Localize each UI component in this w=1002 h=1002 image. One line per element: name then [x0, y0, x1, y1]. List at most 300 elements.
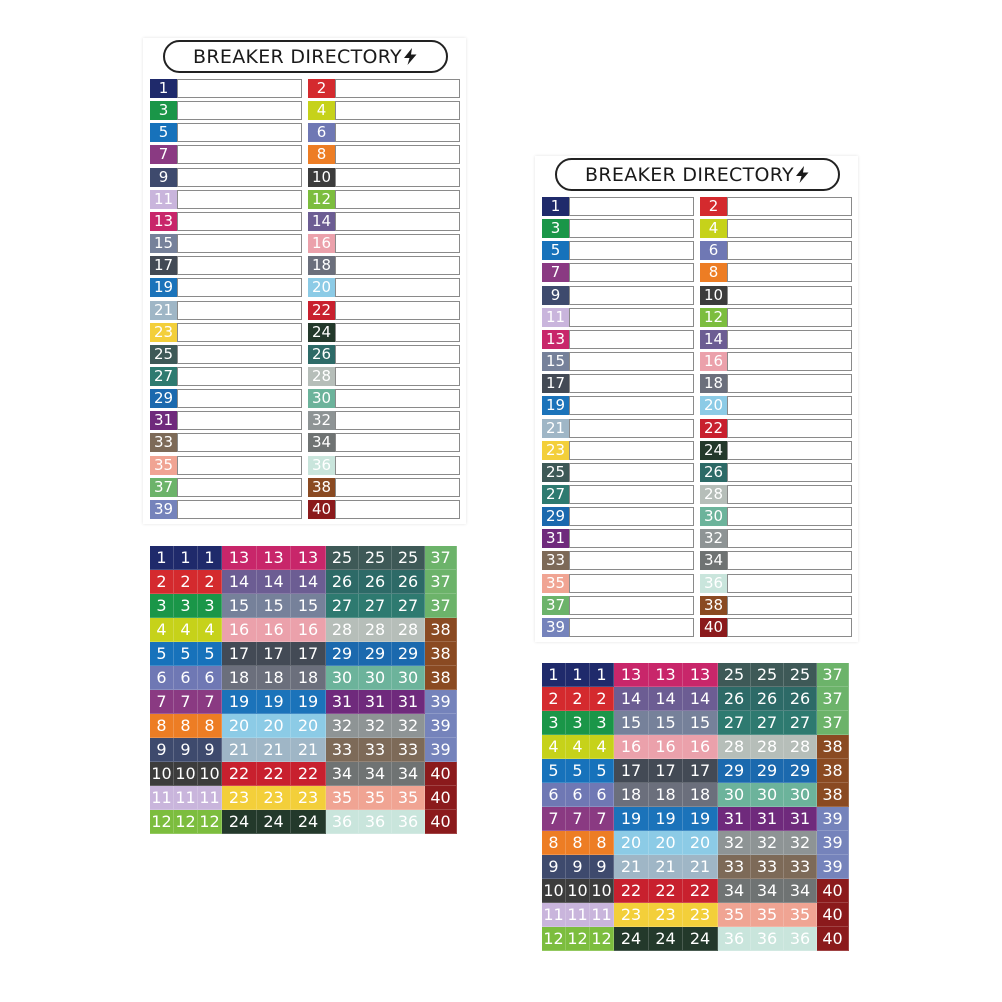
- number-sticker: 5: [174, 642, 198, 666]
- circuit-number-label: 6: [700, 241, 727, 260]
- number-sticker: 4: [150, 618, 174, 642]
- number-sticker: 37: [425, 594, 457, 618]
- number-sticker: 17: [291, 642, 326, 666]
- number-sticker: 36: [718, 927, 751, 951]
- circuit-entry: [700, 330, 852, 349]
- number-sticker: 16: [649, 735, 683, 759]
- circuit-number-label: 11: [542, 308, 569, 327]
- number-sticker: 11: [198, 786, 222, 810]
- number-sticker: 23: [614, 903, 649, 927]
- circuit-write-in-line: [177, 234, 302, 253]
- circuit-entry: [542, 574, 694, 593]
- number-sticker: 35: [359, 786, 392, 810]
- number-sticker: 26: [392, 570, 425, 594]
- number-sticker: 5: [198, 642, 222, 666]
- number-sticker: 8: [198, 714, 222, 738]
- circuit-number-label: 7: [542, 263, 569, 282]
- circuit-write-in-line: [335, 345, 460, 364]
- circuit-entry: [542, 330, 694, 349]
- circuit-write-in-line: [727, 596, 852, 615]
- number-sticker: 35: [784, 903, 817, 927]
- circuit-number-label: 7: [150, 145, 177, 164]
- number-sticker: 7: [566, 807, 590, 831]
- number-sticker: 25: [359, 546, 392, 570]
- circuit-entry: [542, 263, 694, 282]
- circuit-write-in-line: [727, 463, 852, 482]
- circuit-write-in-line: [727, 441, 852, 460]
- circuit-number-label: 24: [308, 323, 335, 342]
- number-sticker: 8: [590, 831, 614, 855]
- circuit-write-in-line: [569, 197, 694, 216]
- number-sticker: 3: [590, 711, 614, 735]
- number-sticker: 34: [392, 762, 425, 786]
- circuit-number-label: 32: [308, 411, 335, 430]
- circuit-entry: [308, 212, 460, 231]
- circuit-write-in-line: [335, 301, 460, 320]
- number-sticker: 21: [222, 738, 257, 762]
- circuit-write-in-line: [727, 286, 852, 305]
- circuit-number-label: 20: [700, 396, 727, 415]
- circuit-entry: [542, 507, 694, 526]
- number-sticker: 3: [198, 594, 222, 618]
- number-sticker: 19: [222, 690, 257, 714]
- circuit-write-in-line: [569, 618, 694, 637]
- circuit-number-label: 9: [150, 168, 177, 187]
- number-sticker: 33: [359, 738, 392, 762]
- number-sticker: 32: [392, 714, 425, 738]
- circuit-entry: [150, 212, 302, 231]
- circuit-entry: [308, 301, 460, 320]
- circuit-number-label: 24: [700, 441, 727, 460]
- circuit-entry: [542, 596, 694, 615]
- circuit-entry: [308, 278, 460, 297]
- number-sticker: 6: [198, 666, 222, 690]
- circuit-entry: [150, 145, 302, 164]
- number-sticker: 19: [649, 807, 683, 831]
- number-sticker: 9: [198, 738, 222, 762]
- number-sticker: 38: [425, 666, 457, 690]
- number-sticker: 33: [718, 855, 751, 879]
- number-sticker: 29: [359, 642, 392, 666]
- circuit-write-in-line: [335, 323, 460, 342]
- circuit-write-in-line: [177, 212, 302, 231]
- circuit-entry: [150, 234, 302, 253]
- number-sticker: 13: [222, 546, 257, 570]
- number-sticker: 13: [291, 546, 326, 570]
- circuit-write-in-line: [727, 507, 852, 526]
- circuit-entry: [700, 441, 852, 460]
- number-sticker: 25: [784, 663, 817, 687]
- circuit-write-in-line: [177, 389, 302, 408]
- circuit-write-in-line: [177, 301, 302, 320]
- circuit-write-in-line: [569, 352, 694, 371]
- number-sticker: 40: [817, 903, 849, 927]
- circuit-entry: [150, 301, 302, 320]
- circuit-write-in-line: [335, 234, 460, 253]
- circuit-write-in-line: [569, 396, 694, 415]
- number-sticker: 30: [359, 666, 392, 690]
- number-sticker: 11: [174, 786, 198, 810]
- number-sticker: 28: [784, 735, 817, 759]
- number-sticker: 39: [817, 831, 849, 855]
- circuit-number-label: 12: [308, 190, 335, 209]
- number-sticker: 18: [291, 666, 326, 690]
- circuit-number-label: 30: [308, 389, 335, 408]
- circuit-entry: [542, 463, 694, 482]
- number-sticker: 1: [174, 546, 198, 570]
- number-sticker: 31: [392, 690, 425, 714]
- circuit-entry: [308, 411, 460, 430]
- number-sticker: 32: [784, 831, 817, 855]
- number-sticker: 29: [784, 759, 817, 783]
- circuit-number-label: 40: [700, 618, 727, 637]
- number-sticker: 13: [257, 546, 291, 570]
- number-sticker: 26: [784, 687, 817, 711]
- number-sticker: 35: [326, 786, 359, 810]
- number-sticker: 9: [174, 738, 198, 762]
- circuit-number-label: 38: [700, 596, 727, 615]
- number-sticker: 27: [718, 711, 751, 735]
- number-sticker: 12: [590, 927, 614, 951]
- number-sticker: 19: [257, 690, 291, 714]
- number-sticker: 12: [198, 810, 222, 834]
- number-sticker: 4: [198, 618, 222, 642]
- number-sticker: 3: [566, 711, 590, 735]
- circuit-entry: [542, 197, 694, 216]
- number-sticker: 16: [257, 618, 291, 642]
- circuit-number-label: 21: [542, 419, 569, 438]
- circuit-write-in-line: [177, 168, 302, 187]
- number-sticker: 38: [817, 783, 849, 807]
- circuit-number-label: 3: [542, 219, 569, 238]
- number-sticker: 30: [751, 783, 784, 807]
- circuit-write-in-line: [727, 374, 852, 393]
- circuit-write-in-line: [569, 374, 694, 393]
- circuit-write-in-line: [335, 478, 460, 497]
- circuit-entry: [150, 433, 302, 452]
- number-sticker: 18: [257, 666, 291, 690]
- circuit-number-label: 25: [150, 345, 177, 364]
- circuit-write-in-line: [727, 551, 852, 570]
- number-sticker: 8: [150, 714, 174, 738]
- number-sticker: 30: [392, 666, 425, 690]
- circuit-entry: [542, 618, 694, 637]
- circuit-entry: [700, 529, 852, 548]
- circuit-write-in-line: [177, 411, 302, 430]
- circuit-entry: [308, 123, 460, 142]
- circuit-entry: [700, 463, 852, 482]
- number-sticker: 1: [590, 663, 614, 687]
- number-sticker: 37: [425, 570, 457, 594]
- circuit-write-in-line: [569, 463, 694, 482]
- circuit-write-in-line: [335, 256, 460, 275]
- circuit-write-in-line: [177, 278, 302, 297]
- number-sticker: 5: [542, 759, 566, 783]
- number-sticker: 27: [751, 711, 784, 735]
- circuit-number-label: 10: [308, 168, 335, 187]
- circuit-number-label: 17: [150, 256, 177, 275]
- circuit-number-label: 18: [308, 256, 335, 275]
- number-sticker: 1: [198, 546, 222, 570]
- circuit-number-label: 5: [150, 123, 177, 142]
- circuit-write-in-line: [727, 219, 852, 238]
- number-sticker: 9: [150, 738, 174, 762]
- circuit-entry: [308, 145, 460, 164]
- circuit-number-label: 36: [700, 574, 727, 593]
- circuit-number-label: 17: [542, 374, 569, 393]
- circuit-entry: [150, 256, 302, 275]
- circuit-write-in-line: [727, 308, 852, 327]
- circuit-entry: [700, 596, 852, 615]
- circuit-number-label: 34: [308, 433, 335, 452]
- circuit-entry: [150, 411, 302, 430]
- circuit-number-label: 4: [700, 219, 727, 238]
- number-sticker: 12: [150, 810, 174, 834]
- number-sticker: 3: [174, 594, 198, 618]
- number-sticker: 13: [683, 663, 718, 687]
- circuit-number-label: 12: [700, 308, 727, 327]
- circuit-number-label: 4: [308, 101, 335, 120]
- number-sticker: 15: [257, 594, 291, 618]
- number-sticker: 38: [425, 642, 457, 666]
- number-sticker: 5: [590, 759, 614, 783]
- number-sticker: 20: [257, 714, 291, 738]
- circuit-number-label: 15: [150, 234, 177, 253]
- circuit-write-in-line: [177, 345, 302, 364]
- circuit-entry: [150, 101, 302, 120]
- number-sticker: 32: [359, 714, 392, 738]
- circuit-number-label: 34: [700, 551, 727, 570]
- circuit-entry: [308, 79, 460, 98]
- circuit-number-label: 13: [542, 330, 569, 349]
- circuit-number-label: 2: [308, 79, 335, 98]
- number-sticker: 36: [751, 927, 784, 951]
- number-sticker: 29: [718, 759, 751, 783]
- circuit-entry: [308, 323, 460, 342]
- number-sticker: 1: [542, 663, 566, 687]
- circuit-write-in-line: [335, 500, 460, 519]
- number-sticker: 3: [150, 594, 174, 618]
- circuit-write-in-line: [177, 367, 302, 386]
- circuit-write-in-line: [727, 352, 852, 371]
- circuit-entry: [308, 168, 460, 187]
- number-sticker: 4: [542, 735, 566, 759]
- number-sticker: 14: [222, 570, 257, 594]
- circuit-entry: [150, 323, 302, 342]
- breaker-directory-panel: [535, 156, 858, 642]
- number-sticker: 16: [614, 735, 649, 759]
- number-sticker: 9: [590, 855, 614, 879]
- number-sticker: 18: [222, 666, 257, 690]
- number-sticker: 12: [542, 927, 566, 951]
- number-sticker: 6: [566, 783, 590, 807]
- circuit-entry: [542, 219, 694, 238]
- circuit-number-label: 19: [150, 278, 177, 297]
- number-sticker: 16: [683, 735, 718, 759]
- number-sticker: 8: [566, 831, 590, 855]
- number-sticker: 18: [649, 783, 683, 807]
- circuit-number-label: 37: [542, 596, 569, 615]
- circuit-number-label: 27: [542, 485, 569, 504]
- circuit-number-label: 19: [542, 396, 569, 415]
- circuit-entry: [308, 190, 460, 209]
- circuit-write-in-line: [177, 190, 302, 209]
- number-sticker: 9: [542, 855, 566, 879]
- number-sticker: 22: [649, 879, 683, 903]
- circuit-write-in-line: [569, 596, 694, 615]
- circuit-write-in-line: [569, 286, 694, 305]
- circuit-write-in-line: [727, 396, 852, 415]
- circuit-number-label: 26: [700, 463, 727, 482]
- number-sticker: 14: [257, 570, 291, 594]
- circuit-number-label: 22: [308, 301, 335, 320]
- circuit-write-in-line: [335, 411, 460, 430]
- circuit-entry: [150, 389, 302, 408]
- number-sticker: 37: [425, 546, 457, 570]
- number-sticker: 30: [784, 783, 817, 807]
- number-sticker: 22: [683, 879, 718, 903]
- circuit-write-in-line: [335, 168, 460, 187]
- number-sticker: 2: [150, 570, 174, 594]
- circuit-number-label: 33: [542, 551, 569, 570]
- number-sticker: 31: [326, 690, 359, 714]
- breaker-directory-panel: [143, 38, 466, 524]
- directory-title-text: BREAKER DIRECTORY: [193, 45, 402, 68]
- number-sticker: 17: [649, 759, 683, 783]
- number-sticker: 8: [542, 831, 566, 855]
- number-sticker: 7: [150, 690, 174, 714]
- circuit-write-in-line: [727, 197, 852, 216]
- circuit-entry: [308, 101, 460, 120]
- number-sticker: 1: [150, 546, 174, 570]
- number-sticker: 24: [257, 810, 291, 834]
- number-sticker: 15: [614, 711, 649, 735]
- circuit-entry: [308, 234, 460, 253]
- number-sticker: 38: [817, 735, 849, 759]
- number-sticker: 2: [174, 570, 198, 594]
- number-sticker: 36: [326, 810, 359, 834]
- circuit-entry: [150, 456, 302, 475]
- circuit-number-label: 16: [308, 234, 335, 253]
- circuit-entry: [700, 219, 852, 238]
- circuit-entry: [700, 396, 852, 415]
- number-sticker: 24: [683, 927, 718, 951]
- circuit-entry: [542, 286, 694, 305]
- circuit-write-in-line: [727, 485, 852, 504]
- number-sticker: 10: [174, 762, 198, 786]
- number-sticker: 32: [751, 831, 784, 855]
- circuit-write-in-line: [569, 441, 694, 460]
- number-sticker: 27: [392, 594, 425, 618]
- directory-title: [163, 40, 448, 73]
- number-sticker: 20: [683, 831, 718, 855]
- number-sticker: 8: [174, 714, 198, 738]
- number-sticker: 20: [222, 714, 257, 738]
- number-sticker: 13: [614, 663, 649, 687]
- number-sticker: 19: [614, 807, 649, 831]
- number-sticker: 17: [257, 642, 291, 666]
- number-sticker: 11: [566, 903, 590, 927]
- number-sticker: 36: [359, 810, 392, 834]
- number-sticker: 21: [257, 738, 291, 762]
- number-sticker: 17: [683, 759, 718, 783]
- circuit-entry: [700, 263, 852, 282]
- number-sticker: 23: [222, 786, 257, 810]
- number-sticker: 6: [542, 783, 566, 807]
- circuit-entry: [308, 367, 460, 386]
- circuit-entry: [542, 485, 694, 504]
- circuit-write-in-line: [177, 145, 302, 164]
- number-sticker: 34: [784, 879, 817, 903]
- circuit-number-label: 1: [150, 79, 177, 98]
- circuit-entry: [542, 419, 694, 438]
- number-sticker: 20: [291, 714, 326, 738]
- circuit-number-label: 2: [700, 197, 727, 216]
- circuit-entry: [700, 551, 852, 570]
- circuit-write-in-line: [569, 308, 694, 327]
- number-sticker: 37: [817, 687, 849, 711]
- number-sticker: 4: [174, 618, 198, 642]
- number-sticker: 28: [392, 618, 425, 642]
- circuit-write-in-line: [569, 574, 694, 593]
- number-sticker: 13: [649, 663, 683, 687]
- circuit-write-in-line: [177, 101, 302, 120]
- circuit-number-label: 29: [542, 507, 569, 526]
- lightning-bolt-icon: [795, 166, 810, 183]
- number-sticker: 39: [425, 738, 457, 762]
- number-sticker: 31: [751, 807, 784, 831]
- circuit-write-in-line: [177, 323, 302, 342]
- number-sticker: 10: [590, 879, 614, 903]
- circuit-write-in-line: [569, 263, 694, 282]
- number-sticker: 11: [590, 903, 614, 927]
- number-sticker: 21: [291, 738, 326, 762]
- circuit-write-in-line: [569, 507, 694, 526]
- number-sticker: 29: [326, 642, 359, 666]
- number-sticker: 17: [614, 759, 649, 783]
- number-sticker: 28: [359, 618, 392, 642]
- circuit-entry: [542, 396, 694, 415]
- circuit-write-in-line: [177, 478, 302, 497]
- circuit-number-label: 29: [150, 389, 177, 408]
- circuit-entry: [542, 374, 694, 393]
- circuit-number-label: 10: [700, 286, 727, 305]
- number-sticker: 39: [817, 807, 849, 831]
- number-sticker: 35: [392, 786, 425, 810]
- number-sticker: 10: [566, 879, 590, 903]
- circuit-number-label: 13: [150, 212, 177, 231]
- circuit-entry: [308, 433, 460, 452]
- number-sticker: 7: [198, 690, 222, 714]
- circuit-number-label: 14: [308, 212, 335, 231]
- circuit-write-in-line: [569, 241, 694, 260]
- circuit-entry: [542, 441, 694, 460]
- circuit-entry: [308, 478, 460, 497]
- circuit-entry: [700, 618, 852, 637]
- number-sticker: 17: [222, 642, 257, 666]
- circuit-entry: [542, 529, 694, 548]
- number-sticker: 23: [649, 903, 683, 927]
- circuit-entry: [308, 500, 460, 519]
- circuit-number-label: 23: [542, 441, 569, 460]
- circuit-number-label: 35: [150, 456, 177, 475]
- circuit-entry: [700, 507, 852, 526]
- circuit-number-label: 14: [700, 330, 727, 349]
- circuit-entry: [150, 190, 302, 209]
- circuit-write-in-line: [177, 123, 302, 142]
- circuit-number-label: 23: [150, 323, 177, 342]
- number-sticker: 28: [751, 735, 784, 759]
